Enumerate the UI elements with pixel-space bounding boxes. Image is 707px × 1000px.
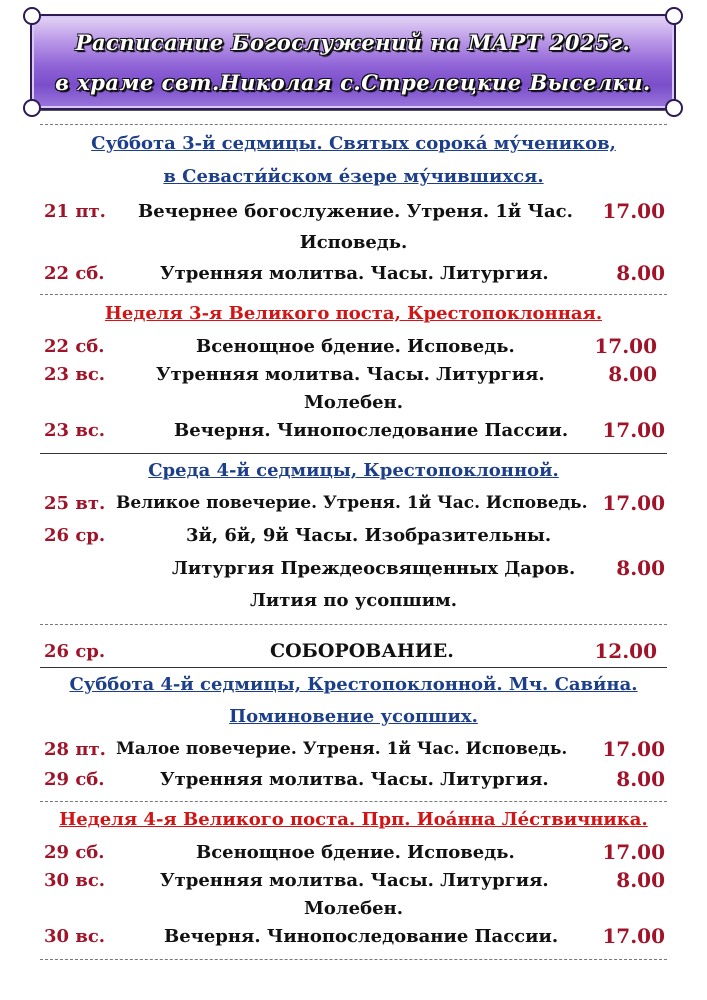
entry-time: 8.00 bbox=[616, 261, 665, 285]
section-heading: Суббота 3-й седмицы. Святых сорока́ му́чеников, bbox=[91, 133, 616, 154]
entry-text-continued: Молебен. bbox=[304, 898, 403, 919]
entry-time: 8.00 bbox=[608, 362, 657, 386]
entry-text: Всенощное бдение. Исповедь. bbox=[196, 336, 515, 357]
entry-text: Вечернее богослужение. Утреня. 1й Час. bbox=[138, 201, 573, 222]
banner-corner-ornament bbox=[23, 99, 41, 117]
entry-date: 26 ср. bbox=[44, 525, 106, 546]
entry-date: 23 вс. bbox=[44, 364, 106, 385]
entry-text-continued: Молебен. bbox=[304, 392, 403, 413]
section-heading: Неделя 3-я Великого поста, Крестопоклонная. bbox=[104, 303, 603, 324]
entry-text: Вечерня. Чинопоследование Пассии. bbox=[164, 926, 559, 947]
entry-text: Утренняя молитва. Часы. Литургия. bbox=[160, 870, 549, 891]
section-heading: Среда 4-й седмицы, Крестопоклонной. bbox=[148, 460, 559, 481]
banner-corner-ornament bbox=[23, 7, 41, 25]
banner-corner-ornament bbox=[665, 99, 683, 117]
divider bbox=[40, 801, 667, 802]
entry-date: 25 вт. bbox=[44, 493, 106, 514]
entry-time: 17.00 bbox=[602, 491, 665, 515]
entry-text: СОБОРОВАНИЕ. bbox=[270, 640, 454, 662]
section-heading: Неделя 4-я Великого поста. Прп. Иоа́нна Ле́ствичника. bbox=[59, 809, 648, 830]
entry-time: 17.00 bbox=[602, 199, 665, 223]
banner-title-line1: Расписание Богослужений на МАРТ 2025г. bbox=[75, 30, 631, 55]
divider bbox=[40, 624, 667, 625]
entry-time: 17.00 bbox=[602, 418, 665, 442]
entry-text: Утренняя молитва. Часы. Литургия. bbox=[156, 364, 545, 385]
entry-text-continued: Исповедь. bbox=[299, 232, 408, 253]
banner-title-line2: в храме свт.Николая с.Стрелецкие Выселки. bbox=[55, 70, 651, 95]
entry-time: 8.00 bbox=[616, 868, 665, 892]
entry-date: 30 вс. bbox=[44, 870, 106, 891]
entry-date: 22 сб. bbox=[44, 336, 105, 357]
entry-date: 28 пт. bbox=[44, 739, 106, 760]
entry-text: Утренняя молитва. Часы. Литургия. bbox=[160, 769, 549, 790]
entry-time: 8.00 bbox=[616, 556, 665, 580]
entry-time: 17.00 bbox=[602, 737, 665, 761]
entry-time: 8.00 bbox=[616, 767, 665, 791]
entry-text: Всенощное бдение. Исповедь. bbox=[196, 842, 515, 863]
entry-date: 26 ср. bbox=[44, 641, 106, 662]
entry-text: Утренняя молитва. Часы. Литургия. bbox=[160, 263, 549, 284]
entry-time: 17.00 bbox=[602, 840, 665, 864]
entry-date: 21 пт. bbox=[44, 201, 106, 222]
divider bbox=[40, 667, 667, 668]
entry-date: 29 сб. bbox=[44, 842, 105, 863]
entry-text: 3й, 6й, 9й Часы. Изобразительны. bbox=[186, 525, 552, 546]
divider bbox=[40, 124, 667, 125]
entry-time: 12.00 bbox=[594, 639, 657, 663]
entry-text: Великое повечерие. Утреня. 1й Час. Исповедь. bbox=[116, 493, 588, 513]
entry-date: 23 вс. bbox=[44, 420, 106, 441]
entry-text: Вечерня. Чинопоследование Пассии. bbox=[174, 420, 569, 441]
entry-time: 17.00 bbox=[602, 924, 665, 948]
entry-date: 30 вс. bbox=[44, 926, 106, 947]
title-banner bbox=[30, 14, 676, 110]
section-heading: Суббота 4-й седмицы, Крестопоклонной. Мч. Сави́на. bbox=[69, 674, 638, 695]
banner-corner-ornament bbox=[665, 7, 683, 25]
entry-date: 29 сб. bbox=[44, 769, 105, 790]
entry-date: 22 сб. bbox=[44, 263, 105, 284]
entry-time: 17.00 bbox=[594, 334, 657, 358]
divider bbox=[40, 959, 667, 960]
section-heading: Поминовение усопших. bbox=[229, 706, 478, 727]
entry-text: Малое повечерие. Утреня. 1й Час. Исповедь. bbox=[116, 739, 568, 759]
divider bbox=[40, 453, 667, 454]
section-heading: в Севасти́йском е́зере му́чившихся. bbox=[163, 166, 544, 187]
divider bbox=[40, 294, 667, 295]
entry-text-continued: Литургия Преждеосвященных Даров. bbox=[172, 558, 576, 579]
entry-text-continued: Лития по усопшим. bbox=[249, 590, 458, 611]
